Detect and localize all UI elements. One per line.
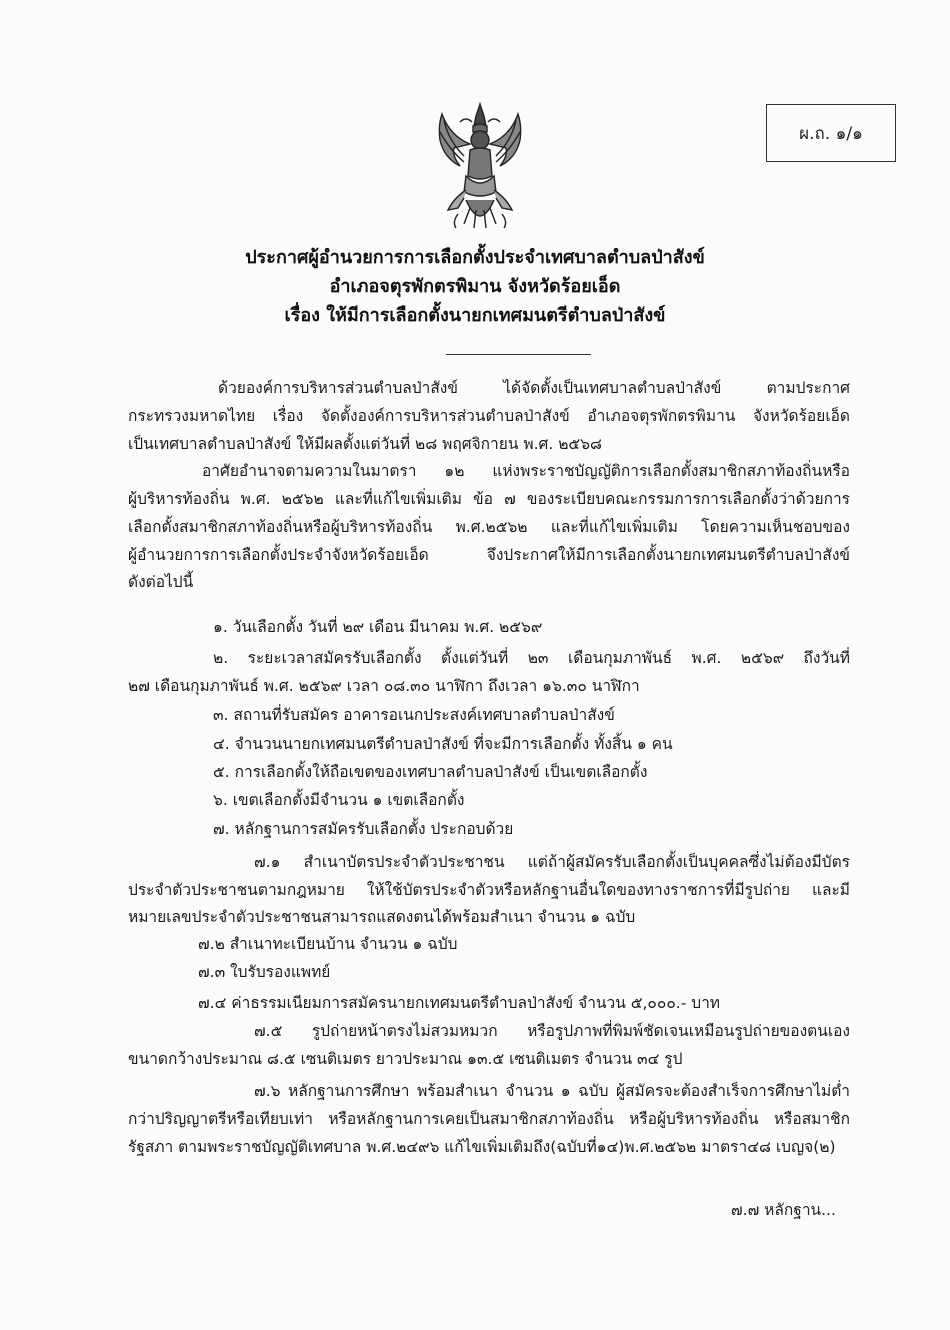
title-line-3: เรื่อง ให้มีการเลือกตั้งนายกเทศมนตรีตำบลป่าสังข์ — [284, 305, 666, 326]
item-5-election-zone: ๕. การเลือกตั้งให้ถือเขตของเทศบาลตำบลป่าสังข์ เป็นเขตเลือกตั้ง — [213, 763, 648, 781]
continuation-note: ๗.๗ หลักฐาน... — [731, 1201, 836, 1219]
item-2-application-period-cont: ๒๗ เดือนกุมภาพันธ์ พ.ศ. ๒๕๖๙ เวลา ๐๘.๓๐ นาฬิกา ถึงเวลา ๑๖.๓๐ นาฬิกา — [128, 677, 640, 695]
form-code: ผ.ถ. ๑/๑ — [799, 123, 863, 144]
sub-7-2: ๗.๒ สำเนาทะเบียนบ้าน จำนวน ๑ ฉบับ — [198, 935, 458, 953]
item-3-location: ๓. สถานที่รับสมัคร อาคารอเนกประสงค์เทศบาลตำบลป่าสังข์ — [213, 706, 615, 724]
announcement-title — [0, 243, 950, 330]
sub-7-6-line-2: กว่าปริญญาตรีหรือเทียบเท่า หรือหลักฐานการเคยเป็นสมาชิกสภาท้องถิ่น หรือผู้บริหารท้องถิ่น หรือสมาชิก — [128, 1110, 850, 1128]
item-6-zone-count: ๖. เขตเลือกตั้งมีจำนวน ๑ เขตเลือกตั้ง — [213, 791, 465, 809]
para2-line-5: ดังต่อไปนี้ — [128, 573, 194, 591]
item-4-mayor-count: ๔. จำนวนนายกเทศมนตรีตำบลป่าสังข์ ที่จะมีการเลือกตั้ง ทั้งสิ้น ๑ คน — [213, 735, 673, 753]
sub-7-5-line-2: ขนาดกว้างประมาณ ๘.๕ เซนติเมตร ยาวประมาณ ๑๓.๕ เซนติเมตร จำนวน ๓๔ รูป — [128, 1050, 683, 1068]
title-line-1: ประกาศผู้อำนวยการการเลือกตั้งประจำเทศบาลตำบลป่าสังข์ — [245, 247, 705, 268]
sub-7-1-line-3: หมายเลขประจำตัวประชาชนสามารถแสดงตนได้พร้อมสำเนา จำนวน ๑ ฉบับ — [128, 908, 636, 926]
item-1-election-date: ๑. วันเลือกตั้ง วันที่ ๒๙ เดือน มีนาคม พ.ศ. ๒๕๖๙ — [213, 618, 543, 636]
sub-7-6-line-3: รัฐสภา ตามพระราชบัญญัติเทศบาล พ.ศ.๒๔๙๖ แก้ไขเพิ่มเติมถึง(ฉบับที่๑๔)พ.ศ.๒๕๖๒ มาตรา๔๘ เบญจ(๒) — [128, 1138, 836, 1156]
sub-7-4: ๗.๔ ค่าธรรมเนียมการสมัครนายกเทศมนตรีตำบลป่าสังข์ จำนวน ๕,๐๐๐.- บาท — [198, 994, 720, 1012]
form-code-box — [766, 104, 896, 162]
para2-line-1: อาศัยอำนาจตามความในมาตรา ๑๒ แห่งพระราชบัญญัติการเลือกตั้งสมาชิกสภาท้องถิ่นหรือ — [202, 462, 850, 480]
para1-line-1: ด้วยองค์การบริหารส่วนตำบลป่าสังข์ ได้จัดตั้งเป็นเทศบาลตำบลป่าสังข์ ตามประกาศ — [218, 379, 850, 397]
para1-line-2: กระทรวงมหาดไทย เรื่อง จัดตั้งองค์การบริหารส่วนตำบลป่าสังข์ อำเภอจตุรพักตรพิมาน จังหวัดร้อยเอ็ด — [128, 407, 850, 425]
title-divider — [446, 354, 591, 355]
para2-line-3: เลือกตั้งสมาชิกสภาท้องถิ่นหรือผู้บริหารท้องถิ่น พ.ศ.๒๕๖๒ และที่แก้ไขเพิ่มเติม โดยความเห็นชอบของ — [128, 518, 850, 536]
para2-line-4: ผู้อำนวยการการเลือกตั้งประจำจังหวัดร้อยเอ็ด จึงประกาศให้มีการเลือกตั้งนายกเทศมนตรีตำบลป่าสังข์ — [128, 546, 850, 564]
sub-7-5-line-1: ๗.๕ รูปถ่ายหน้าตรงไม่สวมหมวก หรือรูปภาพที่พิมพ์ชัดเจนเหมือนรูปถ่ายของตนเอง — [254, 1022, 850, 1040]
sub-7-1-line-1: ๗.๑ สำเนาบัตรประจำตัวประชาชน แต่ถ้าผู้สมัครรับเลือกตั้งเป็นบุคคลซึ่งไม่ต้องมีบัตร — [254, 853, 850, 871]
para1-line-3: เป็นเทศบาลตำบลป่าสังข์ ให้มีผลตั้งแต่วันที่ ๒๘ พฤศจิกายน พ.ศ. ๒๕๖๘ — [128, 435, 602, 453]
title-line-2: อำเภอจตุรพักตรพิมาน จังหวัดร้อยเอ็ด — [329, 276, 621, 297]
item-7-documents: ๗. หลักฐานการสมัครรับเลือกตั้ง ประกอบด้วย — [213, 820, 514, 838]
garuda-emblem-icon — [430, 100, 530, 232]
para2-line-2: ผู้บริหารท้องถิ่น พ.ศ. ๒๕๖๒ และที่แก้ไขเพิ่มเติม ข้อ ๗ ของระเบียบคณะกรรมการการเลือกตั้งว่าด้วยการ — [128, 490, 850, 508]
item-2-application-period: ๒. ระยะเวลาสมัครรับเลือกตั้ง ตั้งแต่วันที่ ๒๓ เดือนกุมภาพันธ์ พ.ศ. ๒๕๖๙ ถึงวันที่ — [213, 649, 850, 667]
sub-7-6-line-1: ๗.๖ หลักฐานการศึกษา พร้อมสำเนา จำนวน ๑ ฉบับ ผู้สมัครจะต้องสำเร็จการศึกษาไม่ต่ำ — [254, 1082, 850, 1100]
sub-7-3: ๗.๓ ใบรับรองแพทย์ — [198, 963, 331, 981]
sub-7-1-line-2: ประจำตัวประชาชนตามกฎหมาย ให้ใช้บัตรประจำตัวหรือหลักฐานอื่นใดของทางราชการที่มีรูปถ่าย และมี — [128, 881, 850, 899]
